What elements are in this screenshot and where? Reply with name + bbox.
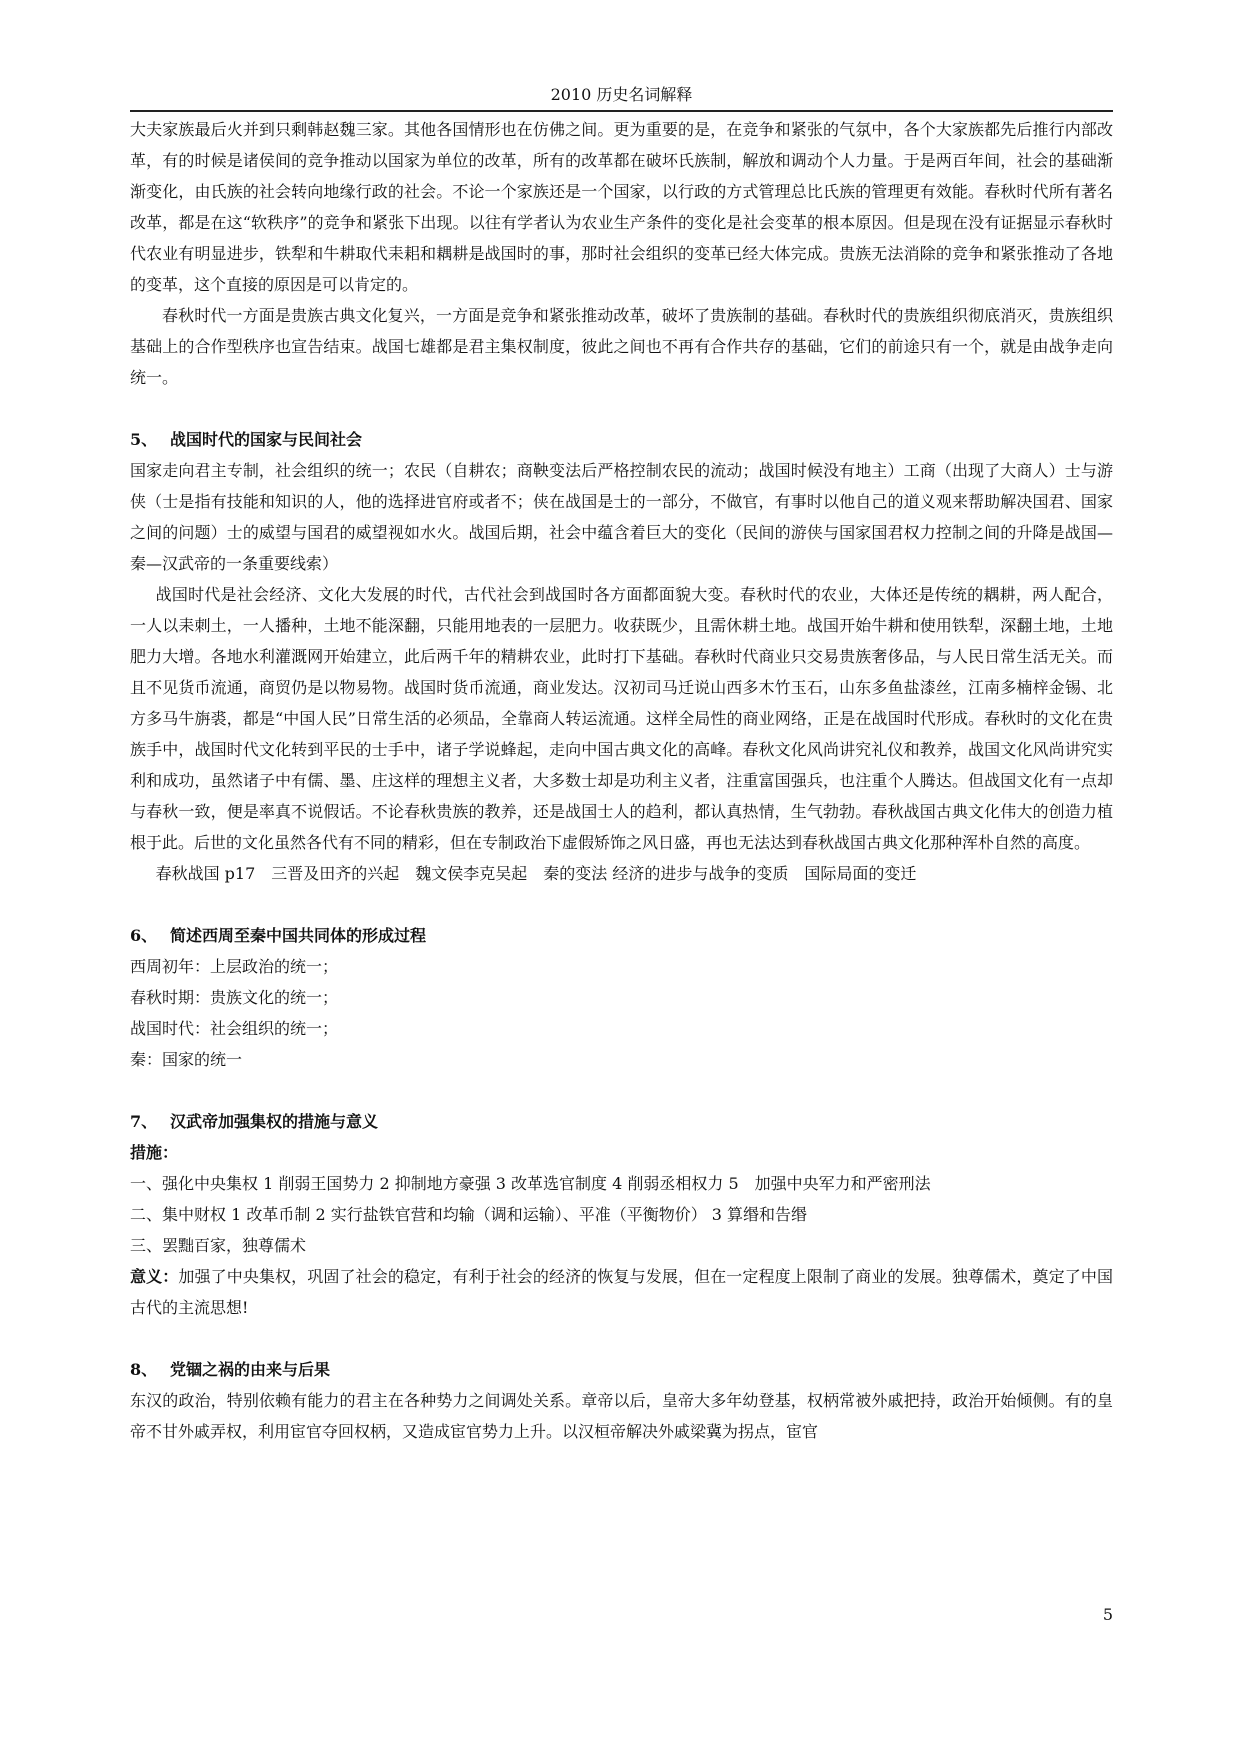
section-6-line: 春秋时期：贵族文化的统一；	[130, 988, 339, 1007]
paragraph-intro-2: 春秋时代一方面是贵族古典文化复兴，一方面是竞争和紧张推动改革，破坏了贵族制的基础。春秋时代的贵族组织彻底消灭，贵族组织基础上的合作型秩序也宣告结束。战国七雄都是君主集权制度，彼此之间也不再有合作共存的基础，它们的前途只有一个，就是由战争走向统一。	[130, 306, 1113, 387]
section-6-heading	[130, 920, 1113, 951]
page-header-title: 2010 历史名词解释	[550, 85, 693, 104]
section-7-significance-label: 意义：	[130, 1267, 179, 1286]
section-7-measure-line: 一、强化中央集权 1 削弱王国势力 2 抑制地方豪强 3 改革选官制度 4 削弱丞相权力 5 加强中央军力和严密刑法	[130, 1174, 931, 1193]
section-6-line: 秦：国家的统一	[130, 1050, 243, 1069]
paragraph-intro-1: 大夫家族最后火并到只剩韩赵魏三家。其他各国情形也在仿佛之间。更为重要的是，在竞争和紧张的气氛中，各个大家族都先后推行内部改革，有的时候是诸侯间的竞争推动以国家为单位的改革，所有的改革都在破坏氏族制，解放和调动个人力量。于是两百年间，社会的基础渐渐变化，由氏族的社会转向地缘行政的社会。不论一个家族还是一个国家，以行政的方式管理总比氏族的管理更有效能。春秋时代所有著名改革，都是在这“软秩序”的竞争和紧张下出现。以往有学者认为农业生产条件的变化是社会变革的根本原因。但是现在没有证据显示春秋时代农业有明显进步，铁犁和牛耕取代耒耜和耦耕是战国时的事，那时社会组织的变革已经大体完成。贵族无法消除的竞争和紧张推动了各地的变革，这个直接的原因是可以肯定的。	[130, 120, 1113, 294]
header-divider	[130, 110, 1113, 112]
section-5-title: 战国时代的国家与民间社会	[170, 430, 363, 449]
section-8-heading	[130, 1354, 1113, 1385]
section-5-heading	[130, 424, 1113, 455]
section-7-significance	[130, 1261, 1113, 1323]
section-8-number: 8、	[130, 1360, 158, 1379]
page-number: 5	[1102, 1605, 1113, 1624]
section-7-heading	[130, 1106, 1113, 1137]
section-6-line: 战国时代：社会组织的统一；	[130, 1019, 339, 1038]
section-6-title: 简述西周至秦中国共同体的形成过程	[170, 926, 427, 945]
section-6-line: 西周初年：上层政治的统一；	[130, 957, 339, 976]
section-6-number: 6、	[130, 926, 158, 945]
section-7-measure-line: 三、罢黜百家，独尊儒术	[130, 1236, 307, 1255]
section-5-paragraph-3: 春秋战国 p17 三晋及田齐的兴起 魏文侯李克吴起 秦的变法 经济的进步与战争的变质 国际局面的变迁	[155, 864, 917, 883]
section-5-paragraph-2: 战国时代是社会经济、文化大发展的时代，古代社会到战国时各方面都面貌大变。春秋时代的农业，大体还是传统的耦耕，两人配合，一人以耒刺土，一人播种，土地不能深翻，只能用地表的一层肥力。收获既少，且需休耕土地。战国开始牛耕和使用铁犁，深翻土地，土地肥力大增。各地水利灌溉网开始建立，此后两千年的精耕农业，此时打下基础。春秋时代商业只交易贵族奢侈品，与人民日常生活无关。而且不见货币流通，商贸仍是以物易物。战国时货币流通，商业发达。汉初司马迁说山西多木竹玉石，山东多鱼盐漆丝，江南多楠梓金锡、北方多马牛旃裘，都是“中国人民”日常生活的必须品，全靠商人转运流通。这样全局性的商业网络，正是在战国时代形成。春秋时的文化在贵族手中，战国时代文化转到平民的士手中，诸子学说蜂起，走向中国古典文化的高峰。春秋文化风尚讲究礼仪和教养，战国文化风尚讲究实利和成功，虽然诸子中有儒、墨、庄这样的理想主义者，大多数士却是功利主义者，注重富国强兵，也注重个人腾达。但战国文化有一点却与春秋一致，便是率真不说假话。不论春秋贵族的教养，还是战国士人的趋利，都认真热情，生气勃勃。春秋战国古典文化伟大的创造力植根于此。后世的文化虽然各代有不同的精彩，但在专制政治下虚假矫饰之风日盛，再也无法达到春秋战国古典文化那种浑朴自然的高度。	[130, 585, 1113, 852]
section-5-paragraph-1: 国家走向君主专制，社会组织的统一；农民（自耕农；商鞅变法后严格控制农民的流动；战国时候没有地主）工商（出现了大商人）士与游侠（士是指有技能和知识的人，他的选择进官府或者不；侠在战国是士的一部分，不做官，有事时以他自己的道义观来帮助解决国君、国家之间的问题）士的威望与国君的威望视如水火。战国后期，社会中蕴含着巨大的变化（民间的游侠与国家国君权力控制之间的升降是战国—秦—汉武帝的一条重要线索）	[130, 461, 1113, 573]
section-5-number: 5、	[130, 430, 158, 449]
section-8-paragraph-1: 东汉的政治，特别依赖有能力的君主在各种势力之间调处关系。章帝以后，皇帝大多年幼登基，权柄常被外戚把持，政治开始倾侧。有的皇帝不甘外戚弄权，利用宦官夺回权柄，又造成宦官势力上升。以汉桓帝解决外戚梁冀为拐点，宦官	[130, 1391, 1113, 1441]
document-body	[130, 114, 1113, 1447]
section-8-title: 党锢之祸的由来与后果	[170, 1360, 331, 1379]
section-7-significance-text: 加强了中央集权，巩固了社会的稳定，有利于社会的经济的恢复与发展，但在一定程度上限制了商业的发展。独尊儒术，奠定了中国古代的主流思想!	[130, 1267, 1113, 1317]
section-7-measures-label: 措施：	[130, 1143, 179, 1162]
section-7-number: 7、	[130, 1112, 158, 1131]
section-7-title: 汉武帝加强集权的措施与意义	[170, 1112, 379, 1131]
section-7-measure-line: 二、集中财权 1 改革币制 2 实行盐铁官营和均输（调和运输）、平准（平衡物价） 3 算缗和告缗	[130, 1205, 808, 1224]
